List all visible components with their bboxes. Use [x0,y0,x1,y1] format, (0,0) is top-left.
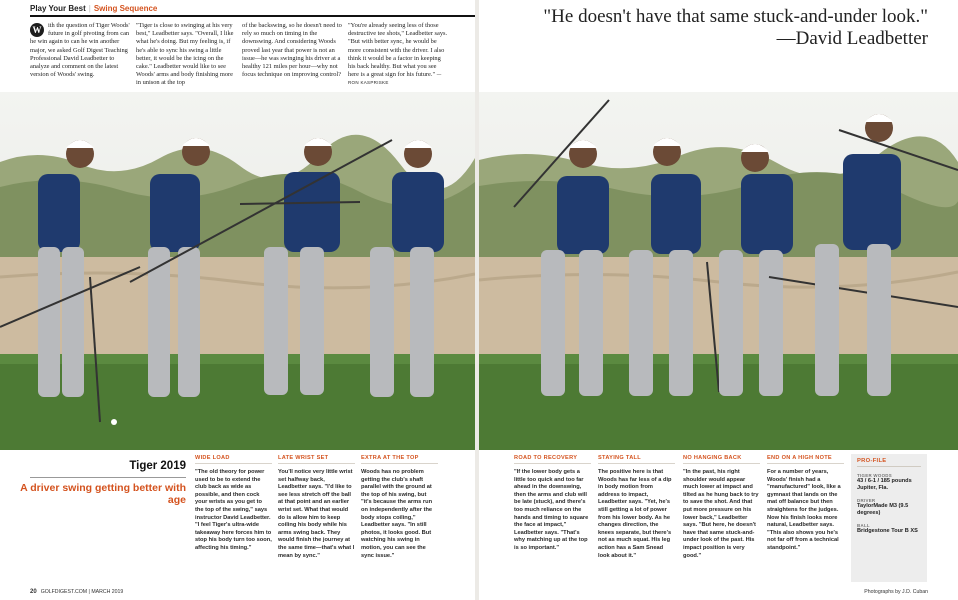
title-block [0,455,186,515]
header-rule [30,15,475,17]
footer-publication: GOLFDIGEST.COM | MARCH 2019 [40,589,124,595]
column-heading: NO HANGING BACK [683,455,760,464]
intro-column-3 [242,22,342,79]
pro-file-label-ball: BALL [857,523,870,528]
column-body: You'll notice very little wrist set halfway back, Leadbetter says. "I'd like to see less stretch off the ball at that point and an earlier wrist set. What that would do is allow him to keep coiling his body while his arms swing back. They would finish the journey at the same time—that's what I mean by sync." [278,469,355,559]
pro-file-value-driver: TaylorMade M3 (9.5 degrees) [857,503,909,516]
section-label: Play Your Best [30,4,86,13]
intro-text-3: of the backswing, so he doesn't need to rely so much on timing in the downswing. And considering Woods proved last year that power is not an issue—he was swinging his driver at a healthy 121 miles per hour—why not focus technique on improving control? [242,22,342,79]
section-separator: | [88,4,91,13]
section-sublabel: Swing Sequence [93,4,158,13]
column-heading: ROAD TO RECOVERY [514,455,591,464]
pullquote-text: "He doesn't have that same stuck-and-under look." [543,6,928,27]
pro-file-heading: PRO-FILE [857,458,921,467]
intro-text-2: "Tiger is close to swinging at his very best," Leadbetter says. "Overall, I like what he's doing. But my feeling is, if he's able to sync his swing a little better, it would be the icing on the cake." Leadbetter would like to see Woods' arms and body finishing more in unison at the top [136,22,234,87]
column-road-to-recovery [514,455,591,553]
column-heading: LATE WRIST SET [278,455,355,464]
pullquote [479,6,928,50]
pro-file-box [851,454,927,582]
intro-text-4: "You're already seeing less of those destructive tee shots," Leadbetter says. "But with better sync, he would be more consistent with the driver. I also think it would be a factor in keeping his back healthy. But what you see here is a great sign for his future." [348,22,448,79]
intro-column-2 [136,22,236,88]
column-body: "The old theory for power used to be to extend the club back as wide as possible, and then cock your wrists as you get to the top of the swing," says instructor David Leadbetter. "I feel Tiger's ultra-wide takeaway here forces him to stop his body turn too soon, affecting his timing." [195,469,272,551]
column-heading: EXTRA AT THE TOP [361,455,438,464]
pro-file-value-player: 43 / 6-1 / 185 pounds Jupiter, Fla. [857,478,912,491]
column-wide-load [195,455,272,553]
swing-photo-right-svg [479,92,958,450]
photo-credit: Photographs by J.D. Cuban [864,589,928,595]
column-body: The positive here is that Woods has far less of a dip in body motion from address to impact, Leadbetter says. "Yet, he's still getting a lot of power from his lower body. As he changes direction, the knees separate, but there's not as much squat. His leg action has a Sam Snead look about it." [598,469,672,559]
column-body: Woods has no problem getting the club's shaft parallel with the ground at the top of his swing, but "it's because the arms run on independently after the body stops coiling," Leadbetter says. "In still photos, it looks good. But watching his swing in motion, you can see the sync issue." [361,469,433,559]
dropcap: W [30,23,44,37]
column-extra-at-top [361,455,438,560]
title-rule [30,477,186,478]
column-heading: END ON A HIGH NOTE [767,455,844,464]
intro-column-4 [348,22,448,88]
page-number: 20 [30,589,37,595]
column-no-hanging-back [683,455,760,560]
pro-file-label-driver: DRIVER [857,498,876,503]
swing-sequence-photo-left [0,92,475,450]
column-staying-tall [598,455,675,560]
pro-file-value-ball: Bridgestone Tour B XS [857,528,918,534]
swing-photo-left-svg [0,92,475,450]
column-body: For a number of years, Woods' finish had a "manufactured" look, like a gymnast that lands on the mat off balance but then straightens for the judges. Now his finish looks more natural, Leadbetter says. "This also shows you he's not far off from a technical standpoint." [767,469,841,551]
column-heading: STAYING TALL [598,455,675,464]
intro-column-1 [30,22,130,79]
byline: —RON KASPRISKE [348,72,442,86]
column-body: "In the past, his right shoulder would appear much lower at impact and tilted as he hung back to try to save the shot. And that put more pressure on his lower back," Leadbetter says. "But here, he doesn't have that same stuck-and-under look of the past. His impact position is very good." [683,469,759,559]
column-heading: WIDE LOAD [195,455,272,464]
feature-title: Tiger 2019 [129,460,186,472]
pullquote-attribution: —David Leadbetter [776,28,928,49]
column-body: "If the lower body gets a little too quick and too far ahead in the downswing, then the arms and club will be late (stuck), and there's too much reliance on the hands and timing to square the face at impact," Leadbetter says. "That's why matching up at the top is so important." [514,469,589,551]
swing-sequence-photo-right [479,92,958,450]
section-header [30,4,157,13]
intro-text-1: ith the question of Tiger Woods' future in golf pivoting from can he win again to can he win another major, we asked Golf Digest Teaching Professional David Leadbetter to analyze and comment on the latest version of Woods' swing. [30,22,130,79]
pro-file-label-player: TIGER WOODS [857,473,893,478]
column-end-on-high-note [767,455,844,553]
left-footer [30,589,123,595]
feature-subtitle: A driver swing getting better with age [20,482,186,506]
column-late-wrist-set [278,455,355,560]
